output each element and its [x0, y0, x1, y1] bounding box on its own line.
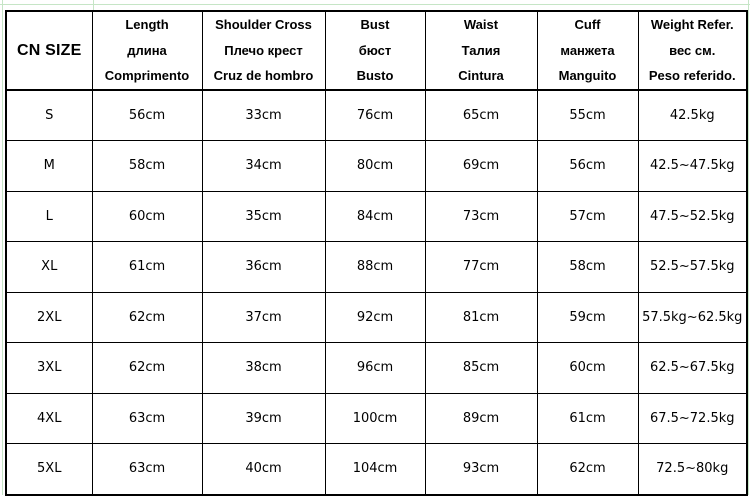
- size-cell: XL: [6, 242, 92, 293]
- length-cell: 62cm: [92, 292, 202, 343]
- length-cell: 60cm: [92, 191, 202, 242]
- shoulder-cell: 33cm: [202, 90, 325, 141]
- header-line: Weight Refer.: [650, 17, 734, 32]
- header-line: Waist: [463, 17, 499, 32]
- cuff-cell: 59cm: [537, 292, 638, 343]
- column-header-length: [92, 11, 202, 90]
- column-header-weight: [638, 11, 747, 90]
- cuff-cell: 55cm: [537, 90, 638, 141]
- header-line: Cruz de hombro: [213, 68, 314, 83]
- length-cell: 62cm: [92, 343, 202, 394]
- waist-cell: 69cm: [425, 141, 537, 192]
- waist-cell: 65cm: [425, 90, 537, 141]
- length-cell: 63cm: [92, 444, 202, 495]
- cuff-cell: 62cm: [537, 444, 638, 495]
- table-row: [6, 292, 747, 343]
- table-row: [6, 242, 747, 293]
- header-line: Manguito: [558, 68, 617, 83]
- header-line: вес см.: [669, 42, 716, 58]
- bust-cell: 84cm: [325, 191, 425, 242]
- size-chart-table: [5, 10, 748, 496]
- weight-cell: 62.5~67.5kg: [638, 343, 747, 394]
- table-row: [6, 393, 747, 444]
- size-cell: 4XL: [6, 393, 92, 444]
- size-cell: L: [6, 191, 92, 242]
- table-row: [6, 141, 747, 192]
- column-header-waist: [425, 11, 537, 90]
- cuff-cell: 61cm: [537, 393, 638, 444]
- weight-cell: 67.5~72.5kg: [638, 393, 747, 444]
- header-row: [6, 11, 747, 90]
- bust-cell: 88cm: [325, 242, 425, 293]
- cn-size-header: CN SIZE: [6, 11, 92, 90]
- bust-cell: 92cm: [325, 292, 425, 343]
- header-line: Bust: [360, 17, 390, 32]
- column-header-bust: [325, 11, 425, 90]
- shoulder-cell: 35cm: [202, 191, 325, 242]
- shoulder-cell: 39cm: [202, 393, 325, 444]
- size-cell: 5XL: [6, 444, 92, 495]
- cuff-cell: 58cm: [537, 242, 638, 293]
- cuff-cell: 56cm: [537, 141, 638, 192]
- cuff-cell: 60cm: [537, 343, 638, 394]
- header-line: Cuff: [574, 17, 601, 32]
- shoulder-cell: 36cm: [202, 242, 325, 293]
- size-cell: 3XL: [6, 343, 92, 394]
- waist-cell: 93cm: [425, 444, 537, 495]
- header-line: Талия: [461, 42, 501, 58]
- header-line: Peso referido.: [648, 68, 736, 83]
- header-line: Cintura: [458, 68, 504, 83]
- length-cell: 58cm: [92, 141, 202, 192]
- header-line: Плечо крест: [224, 42, 303, 58]
- waist-cell: 81cm: [425, 292, 537, 343]
- shoulder-cell: 37cm: [202, 292, 325, 343]
- waist-cell: 77cm: [425, 242, 537, 293]
- weight-cell: 47.5~52.5kg: [638, 191, 747, 242]
- size-cell: M: [6, 141, 92, 192]
- table-row: [6, 191, 747, 242]
- shoulder-cell: 38cm: [202, 343, 325, 394]
- table-row: [6, 444, 747, 495]
- waist-cell: 73cm: [425, 191, 537, 242]
- weight-cell: 57.5kg~62.5kg: [638, 292, 747, 343]
- size-cell: 2XL: [6, 292, 92, 343]
- shoulder-cell: 34cm: [202, 141, 325, 192]
- header-line: Comprimento: [104, 68, 190, 83]
- weight-cell: 42.5~47.5kg: [638, 141, 747, 192]
- weight-cell: 72.5~80kg: [638, 444, 747, 495]
- weight-cell: 52.5~57.5kg: [638, 242, 747, 293]
- header-line: бюст: [358, 42, 392, 58]
- sheet-gridline: [0, 4, 750, 5]
- table-row: [6, 90, 747, 141]
- shoulder-cell: 40cm: [202, 444, 325, 495]
- waist-cell: 85cm: [425, 343, 537, 394]
- header-line: Length: [125, 17, 169, 32]
- size-cell: S: [6, 90, 92, 141]
- header-line: длина: [127, 42, 167, 58]
- bust-cell: 96cm: [325, 343, 425, 394]
- length-cell: 63cm: [92, 393, 202, 444]
- sheet-gridline: [748, 0, 749, 495]
- header-line: Busto: [356, 68, 394, 83]
- bust-cell: 100cm: [325, 393, 425, 444]
- bust-cell: 76cm: [325, 90, 425, 141]
- header-line: Shoulder Cross: [215, 17, 312, 32]
- column-header-cuff: [537, 11, 638, 90]
- header-line: манжета: [560, 42, 615, 58]
- bust-cell: 104cm: [325, 444, 425, 495]
- cuff-cell: 57cm: [537, 191, 638, 242]
- weight-cell: 42.5kg: [638, 90, 747, 141]
- table-row: [6, 343, 747, 394]
- length-cell: 56cm: [92, 90, 202, 141]
- length-cell: 61cm: [92, 242, 202, 293]
- column-header-shoulder: [202, 11, 325, 90]
- waist-cell: 89cm: [425, 393, 537, 444]
- bust-cell: 80cm: [325, 141, 425, 192]
- sheet-gridline: [2, 0, 3, 495]
